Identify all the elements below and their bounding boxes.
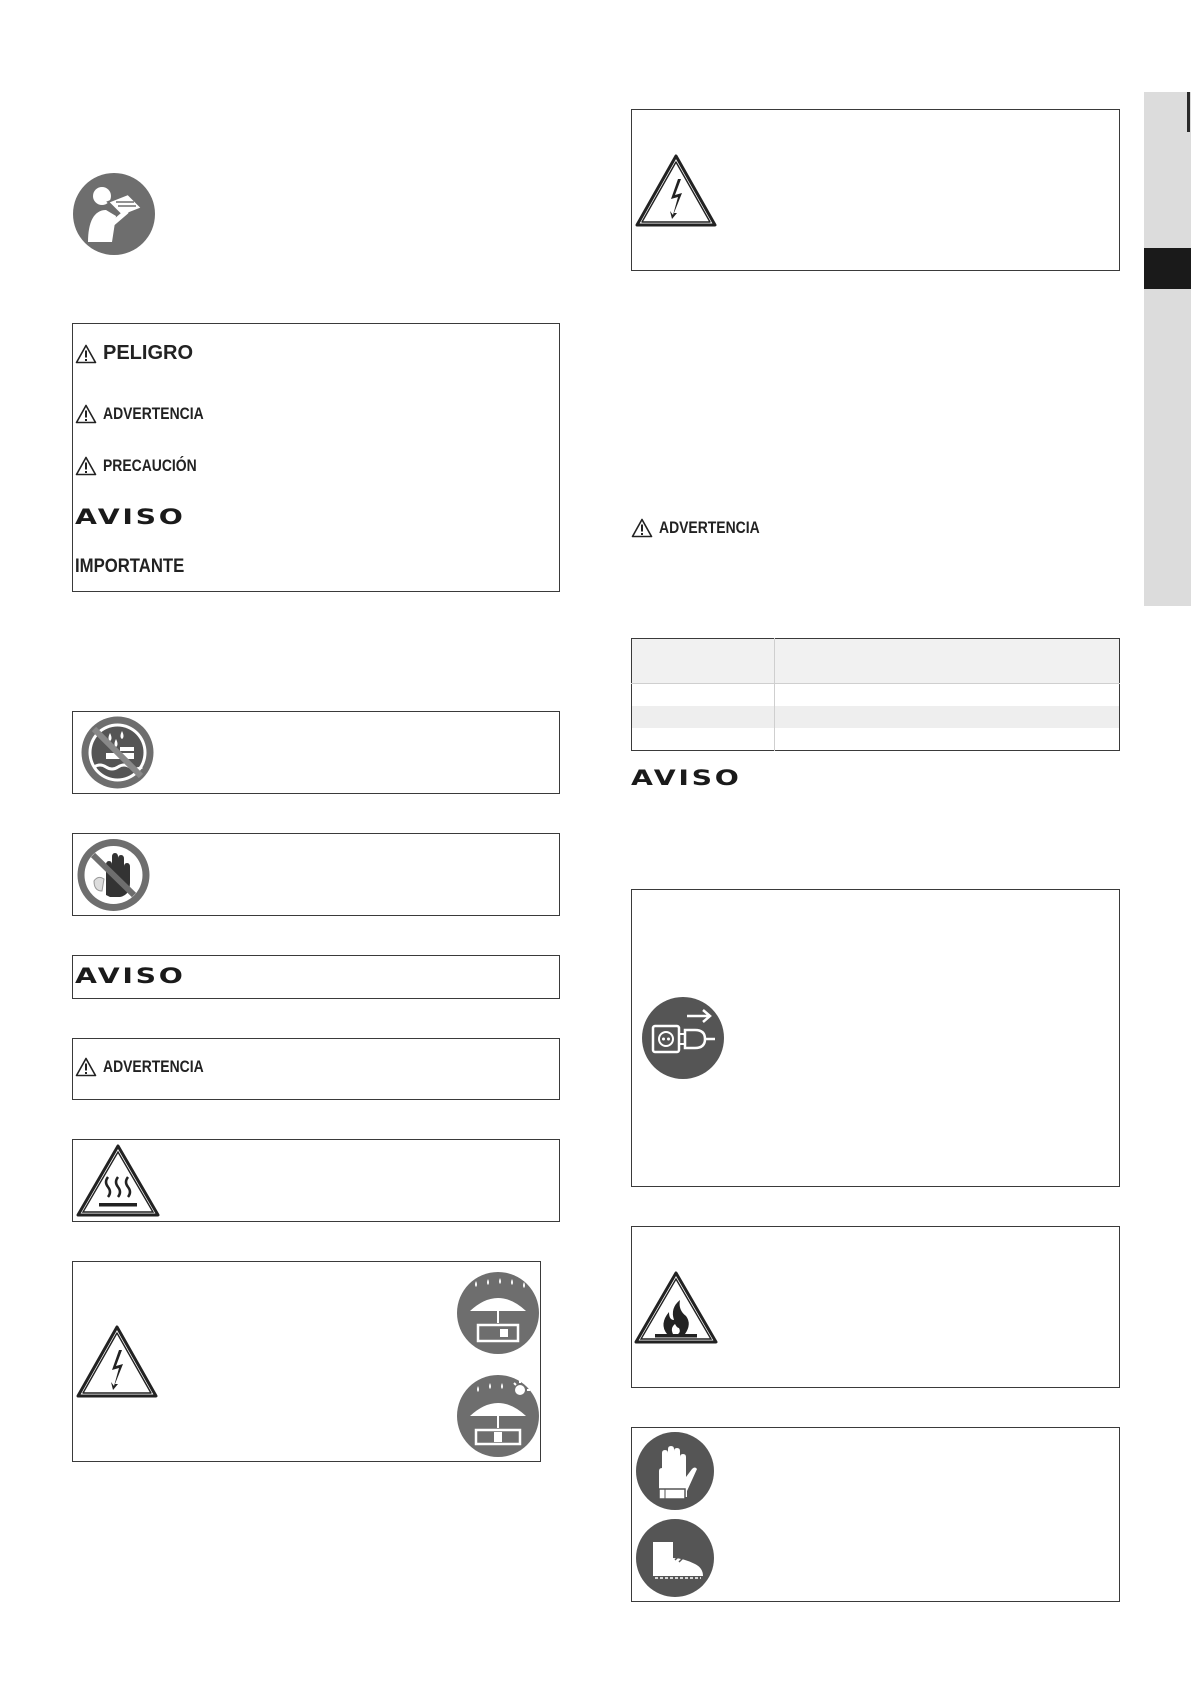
- hot-surface-warning-icon: [75, 1143, 161, 1219]
- advertencia-box: [72, 1038, 560, 1100]
- signal-aviso: AVISO: [75, 964, 186, 988]
- fire-hazard-icon: [633, 1270, 719, 1346]
- table-row: [632, 728, 1120, 751]
- table-cell: [632, 684, 775, 707]
- protect-from-rain-icon: [456, 1271, 540, 1355]
- table-cell: [775, 684, 1120, 707]
- signal-importante: IMPORTANTE: [75, 556, 185, 577]
- signal-advertencia: ADVERTENCIA: [631, 518, 782, 538]
- warning-triangle-icon: [75, 404, 97, 424]
- table-row: [632, 706, 1120, 728]
- read-manual-icon: [72, 172, 156, 256]
- signal-words-box: [72, 323, 560, 592]
- no-water-spray-icon: [80, 715, 155, 790]
- chapter-tab-edge: [1187, 92, 1190, 132]
- signal-advertencia: ADVERTENCIA: [75, 404, 226, 424]
- wear-gloves-icon: [635, 1431, 715, 1511]
- ppe-box: [631, 1427, 1120, 1602]
- table-cell: [632, 706, 775, 728]
- electric-shock-warning-icon: [74, 1324, 160, 1400]
- protect-from-weather-icon: [456, 1374, 540, 1458]
- signal-precaucion: PRECAUCIÓN: [75, 456, 217, 476]
- disconnect-plug-icon: [641, 996, 725, 1080]
- signal-peligro: PELIGRO: [75, 342, 193, 365]
- electric-weather-box: [72, 1261, 541, 1462]
- unplug-box: [631, 889, 1120, 1187]
- table-header-cell: [632, 639, 775, 684]
- electric-warning-box: [631, 109, 1120, 271]
- warning-triangle-icon: [631, 518, 653, 538]
- hot-surface-box: [72, 1139, 560, 1222]
- signal-aviso: AVISO: [631, 766, 742, 790]
- spec-table: [631, 638, 1120, 751]
- fire-hazard-box: [631, 1226, 1120, 1388]
- aviso-box: [72, 955, 560, 999]
- table-cell: [632, 728, 775, 751]
- no-water-box: [72, 711, 560, 794]
- warning-triangle-icon: [75, 1057, 97, 1077]
- warning-triangle-icon: [75, 456, 97, 476]
- table-row: [632, 684, 1120, 707]
- chapter-tab-strip: [1144, 92, 1191, 606]
- electric-shock-warning-icon: [633, 153, 719, 229]
- signal-advertencia: ADVERTENCIA: [75, 1057, 226, 1077]
- do-not-touch-icon: [76, 837, 151, 913]
- table-header-row: [632, 639, 1120, 684]
- signal-aviso: AVISO: [75, 505, 186, 529]
- chapter-tab-active[interactable]: [1144, 248, 1191, 289]
- table-cell: [775, 706, 1120, 728]
- no-touch-box: [72, 833, 560, 916]
- wear-safety-boots-icon: [635, 1518, 715, 1598]
- table-header-cell: [775, 639, 1120, 684]
- warning-triangle-icon: [75, 344, 97, 364]
- table-cell: [775, 728, 1120, 751]
